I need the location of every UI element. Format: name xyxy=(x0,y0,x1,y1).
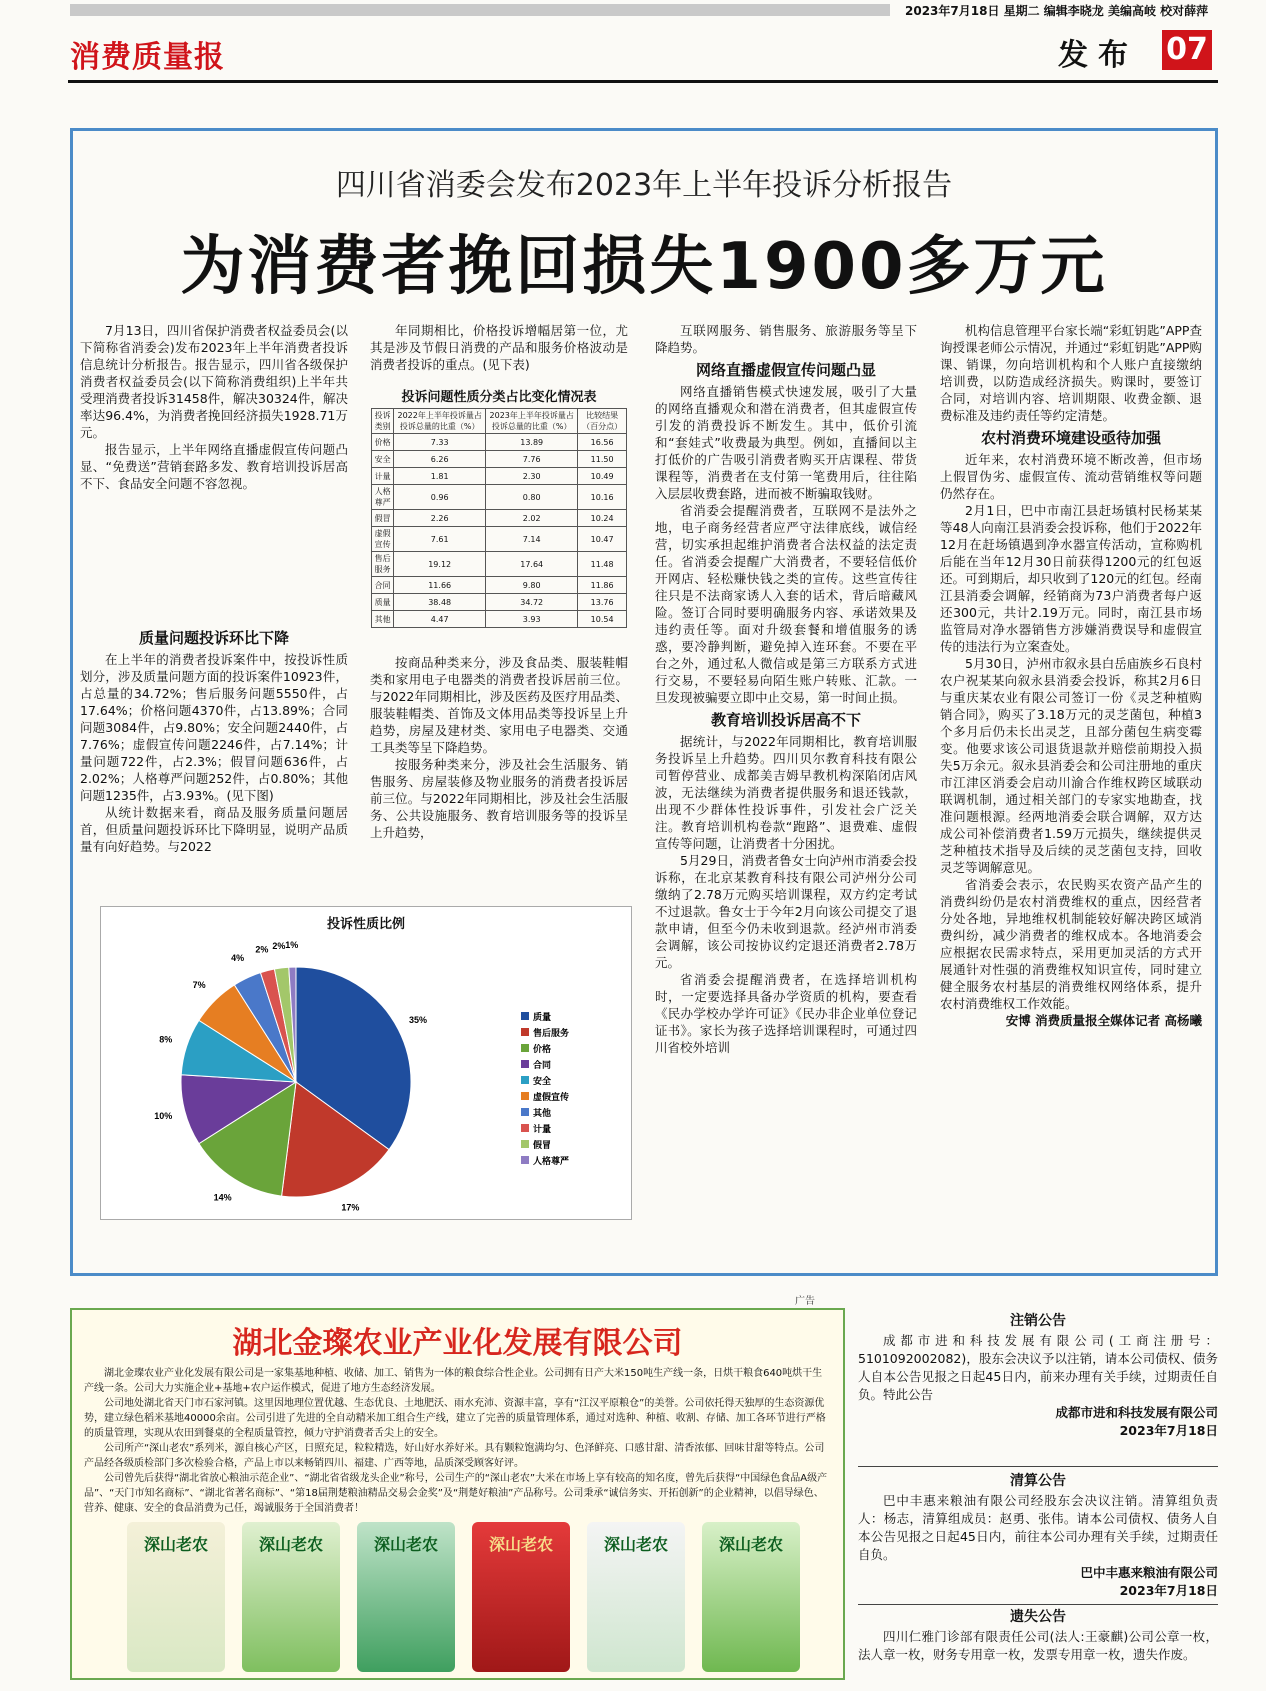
pie-data-label: 2% xyxy=(255,944,269,955)
legend-swatch xyxy=(521,1140,529,1148)
table-cell: 10.24 xyxy=(578,510,627,527)
paragraph: 省消委会提醒消费者，互联网不是法外之地，电子商务经营者应严守法律底线，诚信经营，切实承担起维护消费者合法权益的法定责任。省消委会提醒广大消费者，不要轻信低价开网店、轻松赚快钱之类的宣传。这些宣传往往只是不法商家诱人入套的话术，背后暗藏风险。签订合同时要明确服务内容、承诺效果及违约责任等。面对升级套餐和增值服务的诱惑，要冷静判断，避免掉入连环套。不要在平台之外，通过私人微信或是第三方联系方式进行交易，不要轻易向陌生账户转账、汇款。一旦发现被骗要立即中止交易，第一时间止损。 xyxy=(655,503,917,705)
table-cell: 人格尊严 xyxy=(372,485,394,510)
table-cell: 3.93 xyxy=(486,611,578,628)
legend-label: 价格 xyxy=(533,1044,552,1054)
notice-title: 清算公告 xyxy=(1010,1473,1066,1489)
table-row xyxy=(372,451,627,468)
table-cell: 38.48 xyxy=(394,594,486,611)
ad-paragraph: 公司曾先后获得“湖北省放心粮油示范企业”、“湖北省省级龙头企业”称号，公司生产的“深山老农”大米在市场上享有较高的知名度，曾先后获得“中国绿色食品A级产品”、“天门市知名商标”、“湖北省著名商标”、“第18届荆楚粮油精品交易会金奖”及“荆楚好粮油”产品称号。公司秉承“诚信务实、开拓创新”的企业精神，以倡导绿色、营养、健康、安全的食品消费为己任，竭诚服务于全国消费者！ xyxy=(84,1473,828,1514)
table-header: 比较结果（百分点） xyxy=(578,409,627,434)
table-cell: 7.76 xyxy=(486,451,578,468)
article-column-1 xyxy=(80,322,348,492)
notice-body: 巴中丰惠来粮油有限公司经股东会决议注销。清算组负责人：杨志，清算组成员：赵勇、张伟。请本公司债权、债务人自本公告见报之日起45日内，前往本公司办理有关手续，过期责任自负。 xyxy=(858,1493,1218,1562)
ad-paragraph: 湖北金璨农业产业化发展有限公司是一家集基地种植、收储、加工、销售为一体的粮食综合性企业。公司拥有日产大米150吨生产线一条，日烘干粮食640吨烘干生产线一条。公司大力实施企业+基地+农户运作模式，促进了地方生态经济发展。 xyxy=(84,1368,823,1394)
paragraph: 网络直播销售模式快速发展，吸引了大量的网络直播观众和潜在消费者，但其虚假宣传引发的消费投诉不断发生。其中，低价引流和“套娃式”收费最为典型。例如，直播间以主打低价的广告吸引消费者购买开店课程、带货课程等，消费者在支付第一笔费用后，往往陷入层层收费套路，进而被不断骗取钱财。 xyxy=(655,384,917,501)
table-cell: 6.26 xyxy=(394,451,486,468)
legend-label: 人格尊严 xyxy=(533,1156,570,1166)
table-cell: 计量 xyxy=(372,468,394,485)
pie-data-label: 7% xyxy=(192,980,206,991)
pie-data-label: 1% xyxy=(285,940,299,951)
notice-cancellation xyxy=(858,1312,1218,1440)
paragraph: 按服务种类来分，涉及社会生活服务、销售服务、房屋装修及物业服务的消费者投诉居前三位。与2022年同期相比，涉及社会生活服务、公共设施服务、教育培训服务等的投诉呈上升趋势， xyxy=(370,757,628,840)
paragraph: 报告显示，上半年网络直播虚假宣传问题凸显、“免费送”营销套路多发、教育培训投诉居高不下、食品安全问题不容忽视。 xyxy=(80,442,348,491)
legend-label: 计量 xyxy=(533,1124,552,1134)
legend-label: 其他 xyxy=(533,1108,552,1118)
paragraph: 2月1日，巴中市南江县赶场镇村民杨某某等48人向南江县消委会投诉称，他们于2022年12月在赶场镇遇到净水器宣传活动，宣称购机后能在当年12月30日前获得1200元的红包返还。可到期后，却只收到了120元的红包。经南江县消委会调解，经销商为73户消费者每户返还300元，共计2.19万元。同时，南江县市场监管局对净水器销售方涉嫌消费误导和虚假宣传的违法行为立案查处。 xyxy=(940,503,1202,654)
pie-data-label: 35% xyxy=(409,1014,428,1025)
paragraph: 在上半年的消费者投诉案件中，按投诉性质划分，涉及质量问题方面的投诉案件10923件，占总量的34.72%；售后服务问题5550件，占17.64%；价格问题4370件，占13.89%；合同问题3084件，占9.80%；安全问题2440件，占7.76%；虚假宣传问题2246件，占7.14%；计量问题722件，占2.3%；假冒问题636件，占2.02%；人格尊严问题252件，占0.80%；其他问题1235件，占3.93%。(见下图) xyxy=(80,652,348,803)
table-cell: 7.14 xyxy=(486,527,578,552)
article-column-1b xyxy=(80,624,348,855)
paragraph: 省消委会表示，农民购买农资产品产生的消费纠纷仍是农村消费维权的重点，因经营者分处各地，异地维权机制能较好解决跨区域消费纠纷，减少消费者的维权成本。各地消委会应根据农民需求特点，采用更加灵活的方式开展通针对性强的消费维权知识宣传，同时建立健全服务农村基层的消费维权网络体系，提升农村消费维权工作效能。 xyxy=(940,877,1202,1011)
divider xyxy=(858,1466,1218,1467)
article-subtitle: 四川省消委会发布2023年上半年投诉分析报告 xyxy=(335,168,953,203)
paragraph: 机构信息管理平台家长端“彩虹钥匙”APP查询授课老师公示情况，并通过“彩虹钥匙”APP购课、销课，勿向培训机构和个人账户直接缴纳培训费，以防造成经济损失。购课时，要签订合同，对培训内容、培训期限、收费金额、退费标准及违约责任等约定清楚。 xyxy=(940,323,1202,423)
rice-package-image: 深山老农 xyxy=(242,1522,340,1672)
legend-swatch xyxy=(521,1076,529,1084)
paragraph: 互联网服务、销售服务、旅游服务等呈下降趋势。 xyxy=(655,323,917,355)
pie-data-label: 4% xyxy=(231,953,245,964)
table-cell: 安全 xyxy=(372,451,394,468)
paragraph: 7月13日，四川省保护消费者权益委员会(以下简称省消委会)发布2023年上半年消费者投诉信息统计分析报告。报告显示，四川省各级保护消费者权益委员会(以下简称消费组织)上半年共受理消费者投诉31458件，解决30324件，解决率达96.4%，为消费者挽回经济损失1928.71万元。 xyxy=(80,323,348,440)
table-cell: 10.49 xyxy=(578,468,627,485)
table-cell: 价格 xyxy=(372,434,394,451)
pie-chart xyxy=(100,906,632,1220)
legend-label: 安全 xyxy=(533,1076,552,1086)
chart-title: 投诉性质比例 xyxy=(326,917,405,932)
table-row xyxy=(372,485,627,510)
paragraph: 据统计，与2022年同期相比，教育培训服务投诉呈上升趋势。四川贝尔教育科技有限公司暂停营业、成都美吉姆早教机构深陷闭店风波，无法继续为消费者提供服务和退还钱款，出现不少群体性投诉事件，引发社会广泛关注。教育培训机构卷款“跑路”、退费难、虚假宣传等问题，让消费者十分困扰。 xyxy=(655,734,917,851)
table-cell: 7.33 xyxy=(394,434,486,451)
table-cell: 售后服务 xyxy=(372,552,394,577)
data-table xyxy=(371,386,627,628)
table-cell: 11.86 xyxy=(578,577,627,594)
table-row xyxy=(372,527,627,552)
ad-label: 广告 xyxy=(795,1296,815,1307)
paragraph: 年同期相比，价格投诉增幅居第一位，尤其是涉及节假日消费的产品和服务价格波动是消费者投诉的重点。(见下表) xyxy=(370,323,628,372)
pie-data-label: 10% xyxy=(154,1111,173,1122)
table-cell: 13.89 xyxy=(486,434,578,451)
table-row xyxy=(372,552,627,577)
table-header: 2022年上半年投诉量占投诉总量的比重（%） xyxy=(394,409,486,434)
legend-swatch xyxy=(521,1108,529,1116)
rice-package-image: 深山老农 xyxy=(702,1522,800,1672)
table-cell: 2.30 xyxy=(486,468,578,485)
table-cell: 10.54 xyxy=(578,611,627,628)
legend-swatch xyxy=(521,1092,529,1100)
paragraph: 5月30日，泸州市叙永县白岳庙族乡石良村农户祝某某向叙永县消委会投诉，称其2月6日与重庆某农业有限公司签订一份《灵芝种植购销合同》，购买了3.18万元的灵芝菌包，种植3个多月后仍未长出灵芝，且部分菌包生病变霉变。他要求该公司退货退款并赔偿前期投入损失5万余元。叙永县消委会和公司注册地的重庆市江津区消委会启动川渝合作维权跨区域联动联调机制，通过相关部门的专家实地勘查，找准问题根源。经两地消委会联合调解，双方达成公司补偿消费者1.59万元损失，继续提供灵芝种植技术指导及后续的灵芝菌包支持，回收灵芝等调解意见。 xyxy=(940,656,1202,875)
table-cell: 7.61 xyxy=(394,527,486,552)
header-bar xyxy=(70,4,890,16)
table-cell: 19.12 xyxy=(394,552,486,577)
paragraph: 从统计数据来看，商品及服务质量问题居首，但质量问题投诉环比下降明显，说明产品质量有向好趋势。与2022 xyxy=(80,805,348,854)
legend-swatch xyxy=(521,1124,529,1132)
notice-liquidation xyxy=(858,1472,1218,1600)
table-cell: 11.66 xyxy=(394,577,486,594)
table-row xyxy=(372,611,627,628)
ad-paragraph: 公司所产“深山老农”系列米，源自核心产区，日照充足，粒粒精选，好山好水养好米。具有颗粒饱满均匀、色泽鲜亮、口感甘甜、清香浓郁、回味甘甜等特点。公司产品经各级质检部门多次检验合格，产品上市以来畅销四川、福建、广西等地，品质深受顾客好评。 xyxy=(84,1443,825,1469)
paragraph: 省消委会提醒消费者，在选择培训机构时，一定要选择具备办学资质的机构，要查看《民办学校办学许可证》《民办非企业单位登记证书》。家长为孩子选择培训课程时，可通过四川省校外培训 xyxy=(655,972,917,1055)
notice-title: 注销公告 xyxy=(1010,1313,1066,1329)
byline: 安博 消费质量报全媒体记者 高杨曦 xyxy=(1005,1013,1202,1028)
notice-date: 2023年7月18日 xyxy=(1119,1583,1218,1598)
notice-body: 成都市进和科技发展有限公司(工商注册号：5101092002082)，股东会决议予以注销，请本公司债权、债务人自本公告见报之日起45日内，前来办理有关手续，过期责任自负。特此公告 xyxy=(858,1333,1218,1402)
table-cell: 10.47 xyxy=(578,527,627,552)
table-header: 投诉类别 xyxy=(372,409,394,434)
divider xyxy=(858,1604,1218,1605)
legend-swatch xyxy=(521,1156,529,1164)
table-cell: 34.72 xyxy=(486,594,578,611)
table-row xyxy=(372,434,627,451)
pie-data-label: 8% xyxy=(159,1034,173,1045)
pie-data-label: 17% xyxy=(341,1202,360,1213)
section-heading: 质量问题投诉环比下降 xyxy=(138,629,289,647)
notice-title: 遗失公告 xyxy=(1010,1609,1066,1625)
legend-label: 假冒 xyxy=(533,1140,552,1150)
table-row xyxy=(372,594,627,611)
table-cell: 10.16 xyxy=(578,485,627,510)
table-cell: 2.26 xyxy=(394,510,486,527)
header-rule xyxy=(68,80,1218,83)
paper-logo: 消费质量报 xyxy=(70,40,225,75)
article-column-2b xyxy=(370,654,628,841)
section-heading: 农村消费环境建设亟待加强 xyxy=(980,429,1161,447)
pie-data-label: 14% xyxy=(213,1192,232,1203)
paragraph: 5月29日，消费者鲁女士向泸州市消委会投诉称，在北京某教育科技有限公司泸州分公司缴纳了2.78万元购买培训课程，双方约定考试不过退款。鲁女士于今年2月向该公司提交了退款申请，但至今仍未收到退款。经泸州市消委会调解，该公司按协议约定退还消费者2.78万元。 xyxy=(655,853,917,970)
notice-body: 四川仁雅门诊部有限责任公司(法人:王豪麒)公司公章一枚，法人章一枚，财务专用章一枚，发票专用章一枚，遗失作废。 xyxy=(858,1629,1218,1662)
section-heading: 网络直播虚假宣传问题凸显 xyxy=(695,361,876,379)
legend-label: 虚假宣传 xyxy=(533,1092,570,1102)
table-row xyxy=(372,510,627,527)
table-cell: 17.64 xyxy=(486,552,578,577)
table-cell: 质量 xyxy=(372,594,394,611)
article-title: 为消费者挽回损失1900多万元 xyxy=(180,230,1108,304)
rice-package-image: 深山老农 xyxy=(587,1522,685,1672)
table-cell: 0.96 xyxy=(394,485,486,510)
section-name: 发布 xyxy=(1058,38,1138,73)
date-line: 2023年7月18日 星期二 编辑李晓龙 美编高岐 校对薛萍 xyxy=(905,4,1209,18)
pie-data-label: 2% xyxy=(272,941,286,952)
legend-label: 合同 xyxy=(533,1060,552,1070)
ad-paragraph: 公司地处湖北省天门市石家河镇。这里因地理位置优越、生态优良、土地肥沃、雨水充沛、资源丰富，享有“江汉平原粮仓”的美誉。公司依托得天独厚的生态资源优势，建立绿色稻米基地40000余亩。公司引进了先进的全自动精米加工组合生产线，建立了完善的质量管理体系，通过对选种、种植、收割、存储、加工各环节进行严格的质量管理，实现从农田到餐桌的全程质量管控，倾力守护消费者舌尖上的安全。 xyxy=(84,1398,826,1439)
legend-label: 售后服务 xyxy=(533,1028,570,1038)
table-cell: 0.80 xyxy=(486,485,578,510)
notice-signature: 巴中丰惠来粮油有限公司 xyxy=(1080,1565,1218,1580)
rice-package-image: 深山老农 xyxy=(472,1522,570,1672)
page-number: 07 xyxy=(1162,30,1212,70)
paragraph: 按商品种类来分，涉及食品类、服装鞋帽类和家用电子电器类的消费者投诉居前三位。与2022年同期相比，涉及医药及医疗用品类、服装鞋帽类、首饰及文体用品类等投诉呈上升趋势，房屋及建材类、家用电子电器类、交通工具类等呈下降趋势。 xyxy=(370,655,628,755)
table-cell: 2.02 xyxy=(486,510,578,527)
legend-swatch xyxy=(521,1028,529,1036)
table-cell: 假冒 xyxy=(372,510,394,527)
pie-chart-svg xyxy=(101,907,631,1219)
table-title: 投诉问题性质分类占比变化情况表 xyxy=(401,390,597,405)
article-column-4 xyxy=(940,322,1202,1029)
table-cell: 11.50 xyxy=(578,451,627,468)
table-cell: 1.81 xyxy=(394,468,486,485)
table-cell: 虚假宣传 xyxy=(372,527,394,552)
table-cell: 11.48 xyxy=(578,552,627,577)
table-cell: 合同 xyxy=(372,577,394,594)
table-cell: 4.47 xyxy=(394,611,486,628)
legend-swatch xyxy=(521,1060,529,1068)
section-heading: 教育培训投诉居高不下 xyxy=(710,711,861,729)
table-row xyxy=(372,577,627,594)
notice-lost xyxy=(858,1608,1218,1664)
advertisement xyxy=(70,1308,845,1680)
rice-package-image: 深山老农 xyxy=(127,1522,225,1672)
ad-title: 湖北金璨农业产业化发展有限公司 xyxy=(232,1326,683,1361)
table-row xyxy=(372,468,627,485)
paragraph: 近年来，农村消费环境不断改善，但市场上假冒伪劣、虚假宣传、流动营销维权等问题仍然存在。 xyxy=(940,452,1202,501)
complaint-table xyxy=(371,408,627,628)
notice-date: 2023年7月18日 xyxy=(1119,1423,1218,1438)
table-cell: 其他 xyxy=(372,611,394,628)
legend-label: 质量 xyxy=(533,1012,552,1022)
legend-swatch xyxy=(521,1044,529,1052)
table-cell: 16.56 xyxy=(578,434,627,451)
article-column-3 xyxy=(655,322,917,1056)
ad-text xyxy=(84,1366,832,1516)
rice-package-image: 深山老农 xyxy=(357,1522,455,1672)
table-cell: 9.80 xyxy=(486,577,578,594)
legend-swatch xyxy=(521,1012,529,1020)
article-column-2 xyxy=(370,322,628,373)
table-cell: 13.76 xyxy=(578,594,627,611)
table-header: 2023年上半年投诉量占投诉总量的比重（%） xyxy=(486,409,578,434)
notice-signature: 成都市进和科技发展有限公司 xyxy=(1055,1405,1218,1420)
